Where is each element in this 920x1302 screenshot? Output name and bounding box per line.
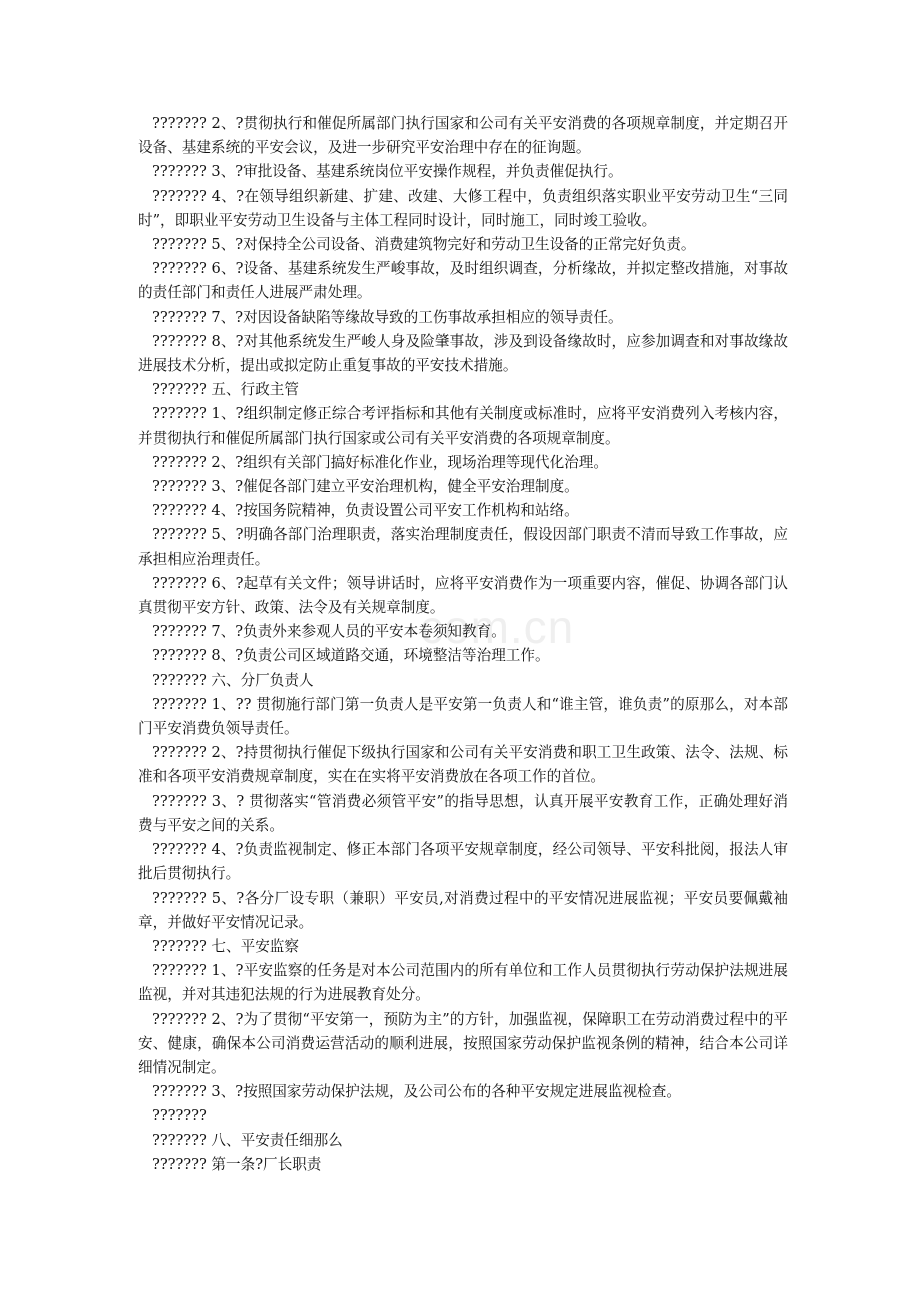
paragraph: ??????? 2、?组织有关部门搞好标准化作业，现场治理等现代化治理。: [152, 453, 608, 471]
paragraph: ??????? 1、?组织制定修正综合考评指标和其他有关制度或标准时，应将平安消费列入考核内容，并贯彻执行和催促所属部门执行国家或公司有关平安消费的各项规章制度。: [138, 405, 788, 447]
paragraph: ??????? 5、?各分厂设专职（兼职）平安员,对消费过程中的平安情况进展监视；平安员要佩戴袖章，并做好平安情况记录。: [138, 889, 788, 931]
paragraph: ??????? 2、?为了贯彻“平安第一，预防为主”的方针，加强监视，保障职工在劳动消费过程中的平安、健康，确保本公司消费运营活动的顺利进展，按照国家劳动保护监视条例的精神，结合本公司详细情况制定。: [138, 1010, 788, 1076]
paragraph: ??????? 3、? 贯彻落实“管消费必须管平安”的指导思想，认真开展平安教育工作，正确处理好消费与平安之间的关系。: [138, 792, 788, 834]
section-heading: ??????? 七、平安监察: [152, 937, 299, 955]
paragraph: ???????: [152, 1107, 207, 1125]
paragraph: ??????? 3、?按照国家劳动保护法规，及公司公布的各种平安规定进展监视检查。: [152, 1083, 681, 1101]
paragraph: ??????? 3、?催促各部门建立平安治理机构，健全平安治理制度。: [152, 478, 579, 496]
paragraph: ??????? 7、?对因设备缺陷等缘故导致的工伤事故承担相应的领导责任。: [152, 308, 623, 326]
paragraph: ??????? 6、?起草有关文件；领导讲话时，应将平安消费作为一项重要内容，催促、协调各部门认真贯彻平安方针、政策、法令及有关规章制度。: [138, 574, 788, 617]
paragraph: ??????? 1、?? 贯彻施行部门第一负责人是平安第一负责人和“谁主管，谁负责”的原那么，对本部门平安消费负领导责任。: [138, 695, 788, 738]
watermark: com.cn: [420, 601, 575, 653]
paragraph: ??????? 7、?负责外来参观人员的平安本卷须知教育。: [152, 623, 506, 641]
section-heading: ??????? 五、行政主管: [152, 381, 299, 399]
paragraph: ??????? 5、?明确各部门治理职责，落实治理制度责任，假设因部门职责不清而导致工作事故，应承担相应治理责任。: [138, 526, 788, 568]
paragraph: ??????? 1、?平安监察的任务是对本公司范围内的所有单位和工作人员贯彻执行劳动保护法规进展监视，并对其违犯法规的行为进展教育处分。: [138, 962, 788, 1004]
paragraph: ??????? 4、?在领导组织新建、扩建、改建、大修工程中，负责组织落实职业平安劳动卫生“三同时”，即职业平安劳动卫生设备与主体工程同时设计，同时施工，同时竣工验收。: [138, 187, 788, 229]
paragraph: ??????? 8、?对其他系统发生严峻人身及险肇事故，涉及到设备缘故时，应参加调查和对事故缘故进展技术分析，提出或拟定防止重复事故的平安技术措施。: [138, 332, 788, 375]
paragraph: ??????? 2、?持贯彻执行催促下级执行国家和公司有关平安消费和职工卫生政策、法令、法规、标准和各项平安消费规章制度，实在在实将平安消费放在各项工作的首位。: [138, 744, 788, 786]
paragraph: ??????? 6、?设备、基建系统发生严峻事故，及时组织调查，分析缘故，并拟定整改措施，对事故的责任部门和责任人进展严肃处理。: [138, 260, 788, 302]
paragraph: ??????? 5、?对保持全公司设备、消费建筑物完好和劳动卫生设备的正常完好负责。: [152, 236, 696, 254]
paragraph: ??????? 4、?负责监视制定、修正本部门各项平安规章制度，经公司领导、平安科批阅，报法人审批后贯彻执行。: [138, 841, 788, 883]
paragraph: ??????? 2、?贯彻执行和催促所属部门执行国家和公司有关平安消费的各项规章制度，并定期召开设备、基建系统的平安会议，及进一步研究平安治理中存在的征询题。: [138, 115, 788, 157]
section-heading: ??????? 八、平安责任细那么: [152, 1131, 343, 1149]
paragraph: ??????? 3、?审批设备、基建系统岗位平安操作规程，并负责催促执行。: [152, 163, 623, 181]
section-heading: ??????? 第一条?厂长职责: [152, 1155, 322, 1173]
document-body: [138, 112, 788, 1177]
section-heading: ??????? 六、分厂负责人: [152, 671, 314, 689]
paragraph: ??????? 8、?负责公司区域道路交通，环境整洁等治理工作。: [152, 647, 550, 665]
paragraph: ??????? 4、?按国务院精神，负责设置公司平安工作机构和站络。: [152, 502, 579, 520]
